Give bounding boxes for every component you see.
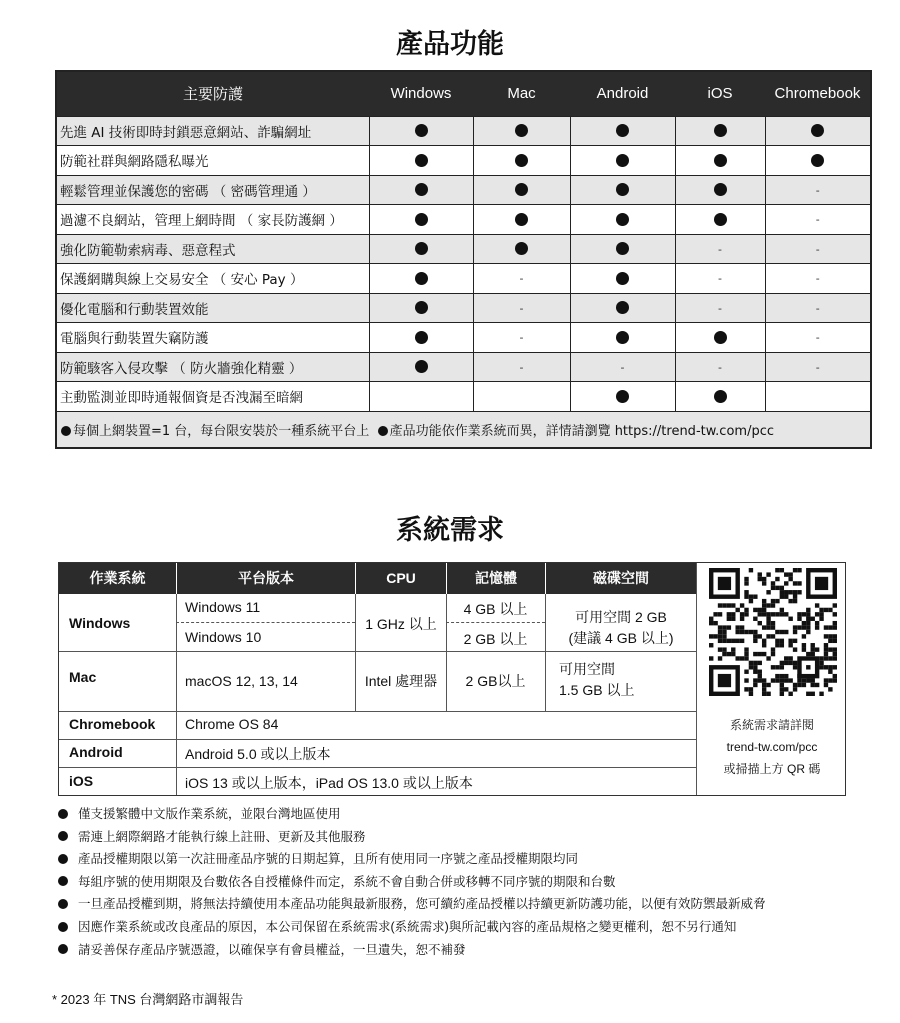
platform-windows-11: Windows 11: [185, 599, 261, 615]
supported-dot-icon: [616, 124, 629, 137]
not-supported-dash: -: [815, 242, 820, 256]
os-chromebook: Chromebook: [69, 716, 156, 732]
note-item: [58, 848, 858, 871]
support-cell: [369, 205, 473, 235]
os-windows: Windows: [69, 615, 131, 631]
support-cell: [473, 264, 570, 294]
feature-name: 先進 AI 技術即時封鎖惡意網站、詐騙網址: [56, 116, 369, 146]
note-text: 請妥善保存產品序號憑證，以確保享有會員權益，一旦遺失，恕不補發: [78, 942, 466, 957]
supported-dot-icon: [616, 213, 629, 226]
support-cell: [765, 382, 871, 412]
support-cell: [473, 323, 570, 353]
supported-dot-icon: [616, 242, 629, 255]
cpu-windows: 1 GHz 以上: [365, 616, 437, 632]
support-cell: [570, 293, 675, 323]
disk-windows-1: 可用空間 2 GB: [575, 609, 667, 625]
bullet-dot-icon: [58, 831, 68, 841]
supported-dot-icon: [415, 154, 428, 167]
bullet-dot-icon: [61, 426, 71, 436]
support-cell: [765, 234, 871, 264]
cpu-mac: Intel 處理器: [364, 673, 438, 689]
support-cell: [369, 234, 473, 264]
footnote-cell: [56, 411, 871, 448]
feature-name: 防範駭客入侵攻擊 （ 防火牆強化精靈 ）: [56, 352, 369, 382]
supported-dot-icon: [714, 183, 727, 196]
feature-row: [56, 116, 871, 146]
platform-mac: macOS 12, 13, 14: [185, 673, 298, 689]
not-supported-dash: -: [718, 272, 722, 286]
support-cell: [473, 293, 570, 323]
support-cell: [765, 293, 871, 323]
support-cell: [473, 205, 570, 235]
qr-caption: [697, 714, 847, 780]
support-cell: [675, 234, 765, 264]
not-supported-dash: -: [718, 242, 722, 256]
disk-mac-1: 可用空間: [559, 661, 615, 677]
feature-name: 輕鬆管理並保護您的密碼 （ 密碼管理通 ）: [56, 175, 369, 205]
note-text: 一旦產品授權到期，將無法持續使用本產品功能與最新服務，您可續約產品授權以持續更新防護功能，以便有效防禦最新威脅: [78, 897, 766, 912]
feature-row: [56, 205, 871, 235]
bullet-dot-icon: [58, 944, 68, 954]
feature-table: [55, 70, 872, 449]
support-cell: [675, 352, 765, 382]
bullet-dot-icon: [58, 854, 68, 864]
memory-windows-11: 4 GB 以上: [463, 601, 528, 617]
bullet-dot-icon: [58, 876, 68, 886]
qr-caption-line-2: trend-tw.com/pcc: [726, 740, 818, 754]
memory-windows-10: 2 GB 以上: [463, 631, 528, 647]
support-cell: [675, 175, 765, 205]
support-cell: [765, 146, 871, 176]
supported-dot-icon: [515, 124, 528, 137]
os-mac: Mac: [69, 669, 97, 685]
feature-name: 過濾不良網站，管理上網時間 （ 家長防護網 ）: [56, 205, 369, 235]
platform-ios: iOS 13 或以上版本，iPad OS 13.0 或以上版本: [185, 775, 473, 791]
supported-dot-icon: [616, 154, 629, 167]
note-item: [58, 871, 858, 894]
bullet-dot-icon: [58, 899, 68, 909]
support-cell: [570, 352, 675, 382]
support-cell: [473, 234, 570, 264]
support-cell: [570, 234, 675, 264]
req-header-disk: 磁碟空間: [546, 563, 696, 594]
footnote-1: 每個上網裝置=1 台，每台限安裝於一種系統平台上: [73, 423, 370, 439]
note-item: [58, 803, 858, 826]
support-cell: [570, 382, 675, 412]
col-header-windows: Windows: [369, 71, 473, 116]
source-note: * 2023 年 TNS 台灣網路市調報告: [52, 992, 244, 1007]
feature-table-header: [56, 71, 871, 116]
note-item: [58, 893, 858, 916]
supported-dot-icon: [415, 360, 428, 373]
support-cell: [765, 323, 871, 353]
feature-table-footnote: [56, 411, 871, 448]
not-supported-dash: -: [815, 331, 820, 345]
support-cell: [369, 146, 473, 176]
not-supported-dash: -: [718, 360, 722, 374]
feature-name: 防範社群與網路隱私曝光: [56, 146, 369, 176]
support-cell: [369, 293, 473, 323]
support-cell: [369, 116, 473, 146]
feature-row: [56, 264, 871, 294]
support-cell: [369, 264, 473, 294]
supported-dot-icon: [415, 124, 428, 137]
note-text: 因應作業系統或改良產品的原因，本公司保留在系統需求(系統需求)與所記載內容的產品規格之變更權利，恕不另行通知: [78, 919, 737, 934]
note-item: [58, 939, 858, 962]
requirements-title: 系統需求: [396, 515, 504, 546]
support-cell: [570, 205, 675, 235]
support-cell: [570, 116, 675, 146]
disk-mac-2: 1.5 GB 以上: [559, 682, 635, 698]
support-cell: [675, 264, 765, 294]
req-header-os: 作業系統: [59, 563, 176, 594]
supported-dot-icon: [415, 213, 428, 226]
support-cell: [675, 146, 765, 176]
platform-android: Android 5.0 或以上版本: [185, 746, 331, 762]
req-header-platform: 平台版本: [177, 563, 355, 594]
not-supported-dash: -: [519, 331, 524, 345]
support-cell: [675, 205, 765, 235]
memory-mac: 2 GB以上: [465, 673, 526, 689]
col-header-mac: Mac: [473, 71, 570, 116]
support-cell: [765, 352, 871, 382]
note-item: [58, 826, 858, 849]
notes-list: [58, 803, 858, 961]
note-text: 僅支援繁體中文版作業系統，並限台灣地區使用: [78, 807, 341, 821]
col-header-chromebook: Chromebook: [765, 71, 871, 116]
disk-windows-2: (建議 4 GB 以上): [568, 630, 674, 646]
support-cell: [570, 323, 675, 353]
support-cell: [675, 323, 765, 353]
not-supported-dash: -: [718, 301, 722, 315]
supported-dot-icon: [714, 390, 727, 403]
support-cell: [473, 116, 570, 146]
qr-caption-line-1: 系統需求請詳閱: [729, 718, 814, 732]
feature-name: 電腦與行動裝置失竊防護: [56, 323, 369, 353]
os-android: Android: [69, 744, 123, 760]
not-supported-dash: -: [519, 360, 524, 374]
supported-dot-icon: [811, 124, 824, 137]
support-cell: [675, 116, 765, 146]
platform-chromebook: Chrome OS 84: [185, 716, 279, 732]
supported-dot-icon: [811, 154, 824, 167]
req-header-cpu: CPU: [356, 563, 446, 594]
support-cell: [369, 175, 473, 205]
note-text: 需連上網際網路才能執行線上註冊、更新及其他服務: [78, 829, 366, 844]
support-cell: [765, 205, 871, 235]
note-text: 產品授權期限以第一次註冊產品序號的日期起算，且所有使用同一序號之產品授權期限均同: [78, 852, 579, 867]
support-cell: [369, 323, 473, 353]
support-cell: [369, 352, 473, 382]
feature-name: 強化防範勒索病毒、惡意程式: [56, 234, 369, 264]
not-supported-dash: -: [519, 301, 524, 315]
col-header-feature: 主要防護: [56, 71, 369, 116]
support-cell: [369, 382, 473, 412]
supported-dot-icon: [616, 390, 629, 403]
not-supported-dash: -: [815, 213, 820, 227]
supported-dot-icon: [415, 183, 428, 196]
supported-dot-icon: [714, 213, 727, 226]
feature-row: [56, 382, 871, 412]
os-ios: iOS: [69, 773, 94, 789]
support-cell: [570, 264, 675, 294]
bullet-dot-icon: [58, 922, 68, 932]
support-cell: [570, 175, 675, 205]
qr-code-icon[interactable]: [709, 568, 837, 696]
feature-name: 優化電腦和行動裝置效能: [56, 293, 369, 323]
feature-row: [56, 234, 871, 264]
support-cell: [473, 146, 570, 176]
support-cell: [473, 175, 570, 205]
supported-dot-icon: [415, 242, 428, 255]
support-cell: [765, 264, 871, 294]
platform-windows-10: Windows 10: [185, 629, 262, 645]
not-supported-dash: -: [815, 360, 820, 374]
feature-name: 主動監測並即時通報個資是否洩漏至暗網: [56, 382, 369, 412]
feature-row: [56, 352, 871, 382]
col-header-android: Android: [570, 71, 675, 116]
feature-row: [56, 323, 871, 353]
feature-row: [56, 175, 871, 205]
supported-dot-icon: [415, 331, 428, 344]
not-supported-dash: -: [815, 301, 820, 315]
feature-name: 保護網購與線上交易安全 （ 安心 Pay ）: [56, 264, 369, 294]
features-title: 產品功能: [396, 29, 504, 60]
feature-row: [56, 146, 871, 176]
supported-dot-icon: [616, 272, 629, 285]
support-cell: [675, 382, 765, 412]
supported-dot-icon: [515, 154, 528, 167]
not-supported-dash: -: [815, 183, 820, 197]
supported-dot-icon: [415, 272, 428, 285]
supported-dot-icon: [616, 331, 629, 344]
req-header-memory: 記憶體: [447, 563, 545, 594]
col-header-ios: iOS: [675, 71, 765, 116]
supported-dot-icon: [515, 183, 528, 196]
feature-row: [56, 293, 871, 323]
note-text: 每組序號的使用期限及台數依各自授權條件而定，系統不會自動合併或移轉不同序號的期限和台數: [78, 874, 616, 889]
requirements-table: [58, 562, 846, 796]
note-item: [58, 916, 858, 939]
supported-dot-icon: [515, 242, 528, 255]
supported-dot-icon: [616, 183, 629, 196]
support-cell: [675, 293, 765, 323]
qr-caption-line-3: 或掃描上方 QR 碼: [723, 762, 821, 776]
supported-dot-icon: [415, 301, 428, 314]
footnote-2: 產品功能依作業系統而異，詳情請瀏覽 https://trend-tw.com/pcc: [389, 423, 774, 439]
supported-dot-icon: [714, 331, 727, 344]
support-cell: [765, 175, 871, 205]
not-supported-dash: -: [815, 272, 820, 286]
support-cell: [473, 352, 570, 382]
not-supported-dash: -: [620, 360, 625, 374]
supported-dot-icon: [616, 301, 629, 314]
support-cell: [570, 146, 675, 176]
bullet-dot-icon: [58, 809, 68, 819]
support-cell: [765, 116, 871, 146]
support-cell: [473, 382, 570, 412]
supported-dot-icon: [714, 154, 727, 167]
supported-dot-icon: [515, 213, 528, 226]
supported-dot-icon: [714, 124, 727, 137]
bullet-dot-icon: [378, 426, 388, 436]
not-supported-dash: -: [519, 272, 524, 286]
